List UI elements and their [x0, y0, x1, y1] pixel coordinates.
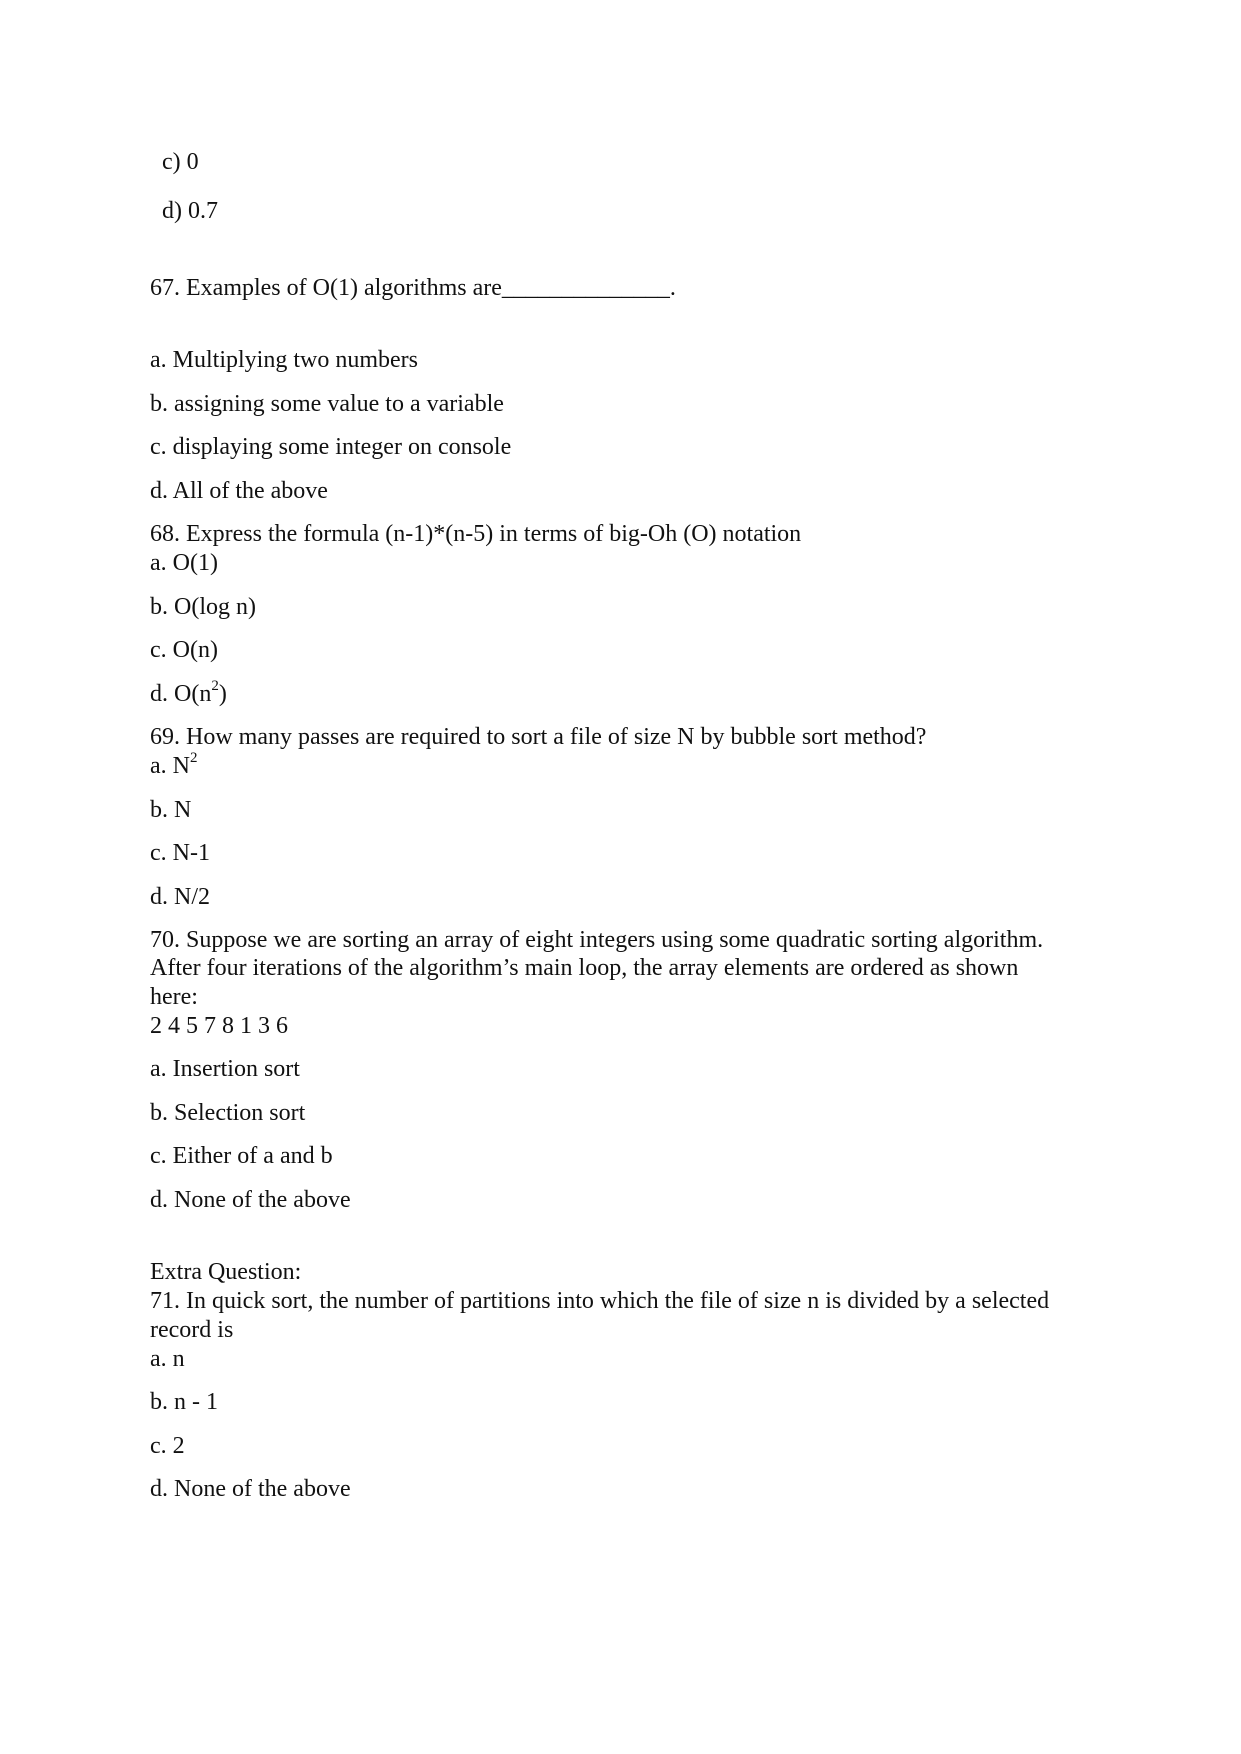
q67-option-b: b. assigning some value to a variable	[150, 391, 504, 417]
q68-option-a: a. O(1)	[150, 550, 218, 576]
q70-array-values: 2 4 5 7 8 1 3 6	[150, 1013, 288, 1039]
q71-question-line-2: record is	[150, 1317, 234, 1343]
q68-option-d-close: )	[218, 681, 227, 707]
q70-question-line-1: 70. Suppose we are sorting an array of eight integers using some quadratic sorting algorithm.	[150, 927, 1044, 953]
q69-option-c: c. N-1	[150, 840, 210, 866]
q68-option-d	[150, 680, 227, 708]
q69-question: 69. How many passes are required to sort a file of size N by bubble sort method?	[150, 724, 927, 750]
q67-option-a: a. Multiplying two numbers	[150, 347, 418, 373]
q70-option-d: d. None of the above	[150, 1187, 351, 1213]
q70-option-a: a. Insertion sort	[150, 1056, 300, 1082]
q68-option-b: b. O(log n)	[150, 594, 256, 620]
q67-option-c: c. displaying some integer on console	[150, 434, 512, 460]
q69-option-b: b. N	[150, 797, 192, 823]
q71-option-d: d. None of the above	[150, 1476, 351, 1502]
q68-option-d-exponent: 2	[211, 678, 219, 694]
q71-question-line-1: 71. In quick sort, the number of partitions into which the file of size n is divided by a selected	[150, 1288, 1050, 1314]
q68-option-d-text: d. O(n	[150, 681, 212, 707]
q70-option-b: b. Selection sort	[150, 1100, 306, 1126]
q67-option-d: d. All of the above	[150, 478, 328, 504]
prev-option-d: d) 0.7	[162, 198, 218, 224]
q68-option-c: c. O(n)	[150, 637, 218, 663]
q69-option-a-exponent: 2	[189, 750, 198, 766]
extra-question-heading: Extra Question:	[150, 1259, 302, 1285]
q70-question-line-3: here:	[150, 984, 198, 1010]
q68-question: 68. Express the formula (n-1)*(n-5) in terms of big-Oh (O) notation	[150, 521, 802, 547]
q69-option-a-text: a. N	[150, 753, 190, 779]
prev-option-c: c) 0	[162, 149, 199, 175]
q69-option-d: d. N/2	[150, 884, 210, 910]
q70-question-line-2: After four iterations of the algorithm’s main loop, the array elements are ordered as shown	[150, 955, 1019, 981]
q71-option-b: b. n - 1	[150, 1389, 218, 1415]
q71-option-c: c. 2	[150, 1433, 185, 1459]
q71-option-a: a. n	[150, 1346, 185, 1372]
q70-option-c: c. Either of a and b	[150, 1143, 333, 1169]
q67-question: 67. Examples of O(1) algorithms are______________.	[150, 275, 676, 301]
q69-option-a	[150, 752, 197, 780]
